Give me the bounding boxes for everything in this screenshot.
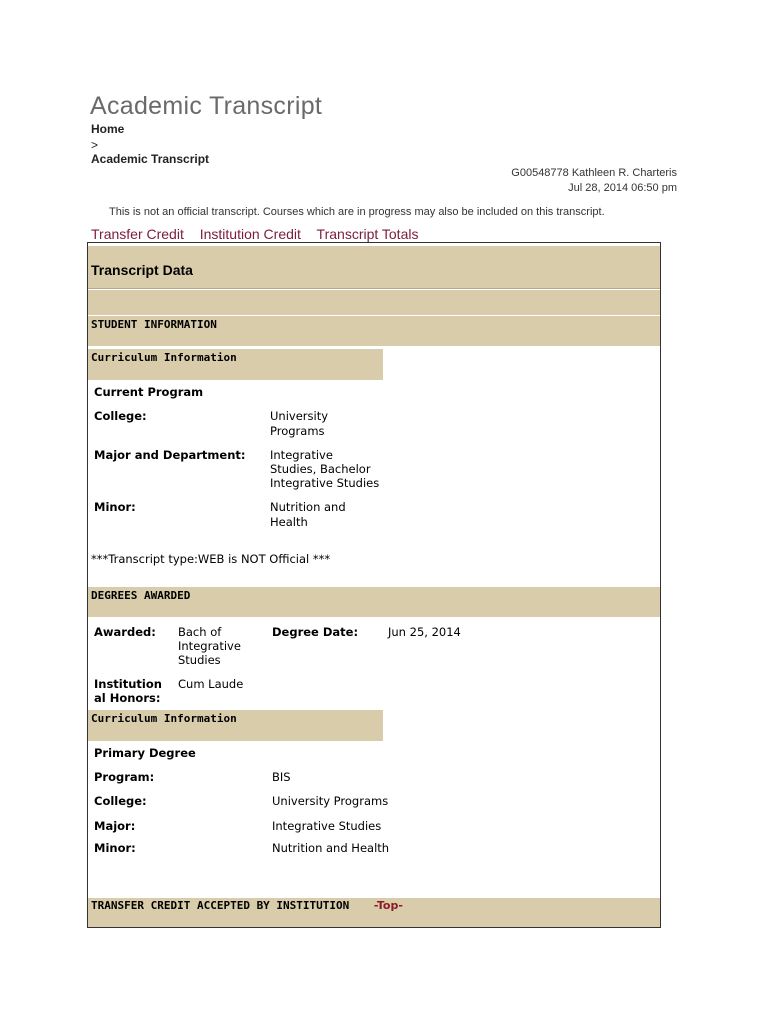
unofficial-notice: This is not an official transcript. Courses which are in progress may also be included on this transcript.: [109, 206, 605, 218]
timestamp: Jul 28, 2014 06:50 pm: [568, 182, 677, 194]
major-value: Integrative Studies: [272, 819, 382, 833]
minor-label: Minor:: [94, 500, 136, 514]
college-value-line-2: Programs: [270, 424, 325, 438]
major-dept-value-line-1: Integrative: [270, 448, 333, 462]
minor2-value: Nutrition and Health: [272, 841, 390, 855]
college2-value: University Programs: [272, 794, 389, 808]
top-link[interactable]: -Top-: [373, 899, 403, 912]
curriculum-header-1: Curriculum Information: [91, 351, 237, 364]
transcript-data-heading: Transcript Data: [91, 262, 193, 278]
college-value-line-1: University: [270, 409, 329, 423]
transcript-panel: [87, 242, 661, 928]
breadcrumb-home-link[interactable]: Home: [91, 122, 125, 136]
college-label: College:: [94, 409, 147, 423]
minor-value-line-2: Health: [270, 515, 308, 529]
minor-value-line-1: Nutrition and: [270, 500, 346, 514]
major-dept-label: Major and Department:: [94, 448, 246, 462]
honors-label-line-2: al Honors:: [94, 691, 161, 705]
degree-date-label: Degree Date:: [272, 625, 359, 639]
blank-band: [88, 290, 660, 315]
honors-value: Cum Laude: [178, 677, 244, 691]
transfer-credit-link[interactable]: Transfer Credit: [91, 226, 184, 242]
awarded-value-line-2: Integrative: [178, 639, 241, 653]
section-nav: [91, 226, 430, 242]
program-value: BIS: [272, 770, 291, 784]
degrees-awarded-header: DEGREES AWARDED: [91, 589, 191, 602]
transcript-type-note: ***Transcript type:WEB is NOT Official ***: [91, 552, 331, 566]
major-dept-value-line-2: Studies, Bachelor: [270, 462, 371, 476]
primary-degree-label: Primary Degree: [94, 746, 196, 760]
current-program-label: Current Program: [94, 385, 204, 399]
student-info-header: STUDENT INFORMATION: [91, 318, 217, 331]
transfer-credit-header-text: TRANSFER CREDIT ACCEPTED BY INSTITUTION: [91, 899, 350, 912]
major-label: Major:: [94, 819, 136, 833]
awarded-label: Awarded:: [94, 625, 156, 639]
breadcrumb-current: Academic Transcript: [91, 152, 210, 166]
page-title: Academic Transcript: [90, 92, 323, 120]
institution-credit-link[interactable]: Institution Credit: [199, 226, 301, 242]
major-dept-value-line-3: Integrative Studies: [270, 476, 380, 490]
program-label: Program:: [94, 770, 155, 784]
transfer-credit-header: [91, 899, 403, 912]
honors-label-line-1: Institution: [94, 677, 162, 691]
awarded-value-line-3: Studies: [178, 653, 221, 667]
breadcrumb-separator: >: [91, 138, 99, 152]
curriculum-header-2: Curriculum Information: [91, 712, 237, 725]
degree-date-value: Jun 25, 2014: [388, 625, 461, 639]
awarded-value-line-1: Bach of: [178, 625, 222, 639]
minor2-label: Minor:: [94, 841, 136, 855]
college2-label: College:: [94, 794, 147, 808]
user-id-name: G00548778 Kathleen R. Charteris: [511, 167, 677, 179]
transcript-totals-link[interactable]: Transcript Totals: [316, 226, 419, 242]
